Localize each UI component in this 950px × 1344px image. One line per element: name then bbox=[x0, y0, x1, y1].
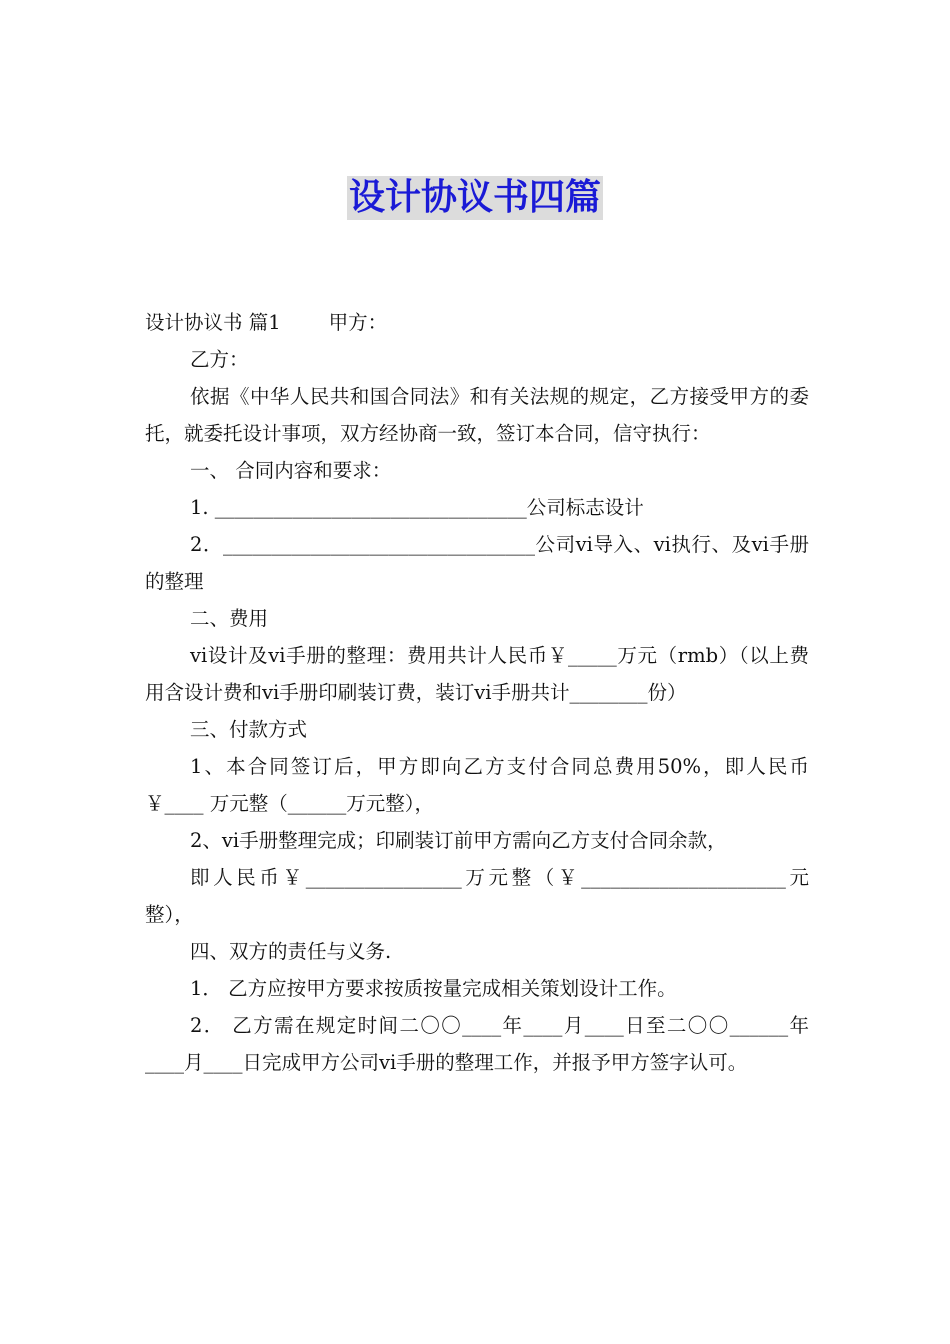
heading-line bbox=[145, 304, 809, 341]
section-4-item-2: 2． 乙方需在规定时间二〇〇____年____月____日至二〇〇______年____月____日完成甲方公司vi手册的整理工作，并报予甲方签字认可。 bbox=[145, 1014, 809, 1074]
section-4-item-1: 1． 乙方应按甲方要求按质按量完成相关策划设计工作。 bbox=[190, 977, 677, 1000]
party-a-label: 甲方： bbox=[328, 311, 388, 334]
section-3-item-1: 1、本合同签订后，甲方即向乙方支付合同总费用50%，即人民币￥____ 万元整（______万元整）， bbox=[145, 755, 809, 815]
intro-paragraph: 依据《中华人民共和国合同法》和有关法规的规定，乙方接受甲方的委托，就委托设计事项，双方经协商一致，签订本合同，信守执行： bbox=[145, 385, 809, 445]
document-title: 设计协议书四篇 bbox=[348, 177, 601, 218]
section-3-item-2-amount: 即人民币￥________________万元整（￥_____________________元整）， bbox=[145, 866, 809, 926]
section-4-heading: 四、双方的责任与义务. bbox=[190, 940, 392, 963]
agreement-part-label: 设计协议书 篇1 bbox=[145, 311, 281, 334]
section-2-text: vi设计及vi手册的整理：费用共计人民币￥_____万元（rmb）（以上费用含设计费和vi手册印刷装订费，装订vi手册共计________份） bbox=[145, 644, 809, 704]
party-b-label: 乙方： bbox=[190, 348, 249, 371]
document-title-block bbox=[0, 176, 950, 220]
section-1-item-2: 2．________________________________公司vi导入、vi执行、及vi手册的整理 bbox=[145, 533, 809, 593]
section-2-heading: 二、费用 bbox=[190, 607, 269, 630]
section-3-heading: 三、付款方式 bbox=[190, 718, 308, 741]
section-1-item-1: 1. ________________________________公司标志设计 bbox=[190, 496, 644, 519]
document-body bbox=[145, 304, 809, 1081]
section-3-item-2: 2、vi手册整理完成；印刷装订前甲方需向乙方支付合同余款， bbox=[190, 829, 727, 852]
section-1-heading: 一、 合同内容和要求： bbox=[190, 459, 392, 482]
